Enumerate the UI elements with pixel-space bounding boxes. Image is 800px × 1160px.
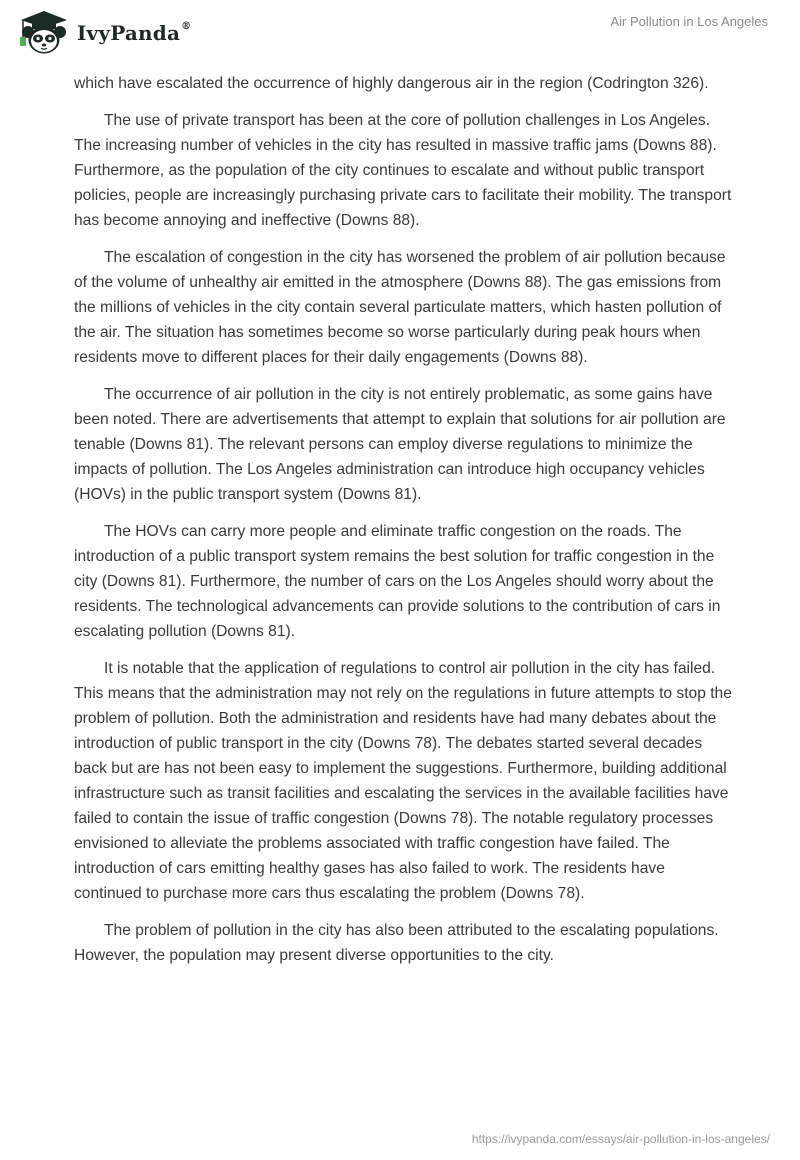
brand-name-text: IvyPanda [77,21,181,45]
brand-name [77,21,191,45]
paragraph: The HOVs can carry more people and eliminate traffic congestion on the roads. The introduction of a public transport system remains the best solution for traffic congestion in the city (Downs 81). Furthermore, the number of cars on the Los Angeles should worry about the residents. The technological advancements can provide solutions to the contribution of cars in escalating pollution (Downs 81). [74,523,721,640]
paragraph: The occurrence of air pollution in the city is not entirely problematic, as some gains have been noted. There are advertisements that attempt to explain that solutions for air pollution are tenable (Downs 81). The relevant persons can employ diverse regulations to minimize the impacts of pollution. The Los Angeles administration can introduce high occupancy vehicles (HOVs) in the public transport system (Downs 81). [74,386,726,503]
paragraph: It is notable that the application of regulations to control air pollution in the city has failed. This means that the administration may not rely on the regulations in future attempts to stop the problem of pollution. Both the administration and residents have had many debates about the introduction of public transport in the city (Downs 78). The debates started several decades back but are has not been easy to implement the suggestions. Furthermore, building additional infrastructure such as transit facilities and escalating the services in the available facilities have failed to contain the issue of traffic congestion (Downs 78). The notable regulatory processes envisioned to alleviate the problems associated with traffic congestion have failed. The introduction of cars emitting healthy gases has also failed to work. The residents have continued to purchase more cars thus escalating the problem (Downs 78). [74,660,732,902]
essay-body [74,71,734,980]
paragraph: The problem of pollution in the city has also been attributed to the escalating populations. However, the population may present diverse opportunities to the city. [74,922,719,964]
source-url[interactable]: https://ivypanda.com/essays/air-pollution-in-los-angeles/ [471,1132,770,1146]
document-title: Air Pollution in Los Angeles [610,14,768,29]
registered-mark: ® [181,21,192,33]
page-header [0,0,800,60]
panda-graduate-logo-icon [13,7,73,57]
ivypanda-logo[interactable] [13,7,191,57]
paragraph: The use of private transport has been at the core of pollution challenges in Los Angeles. The increasing number of vehicles in the city has resulted in massive traffic jams (Downs 88). Furthermore, as the population of the city continues to escalate and without public transport policies, people are increasingly purchasing private cars to facilitate their mobility. The transport has become annoying and ineffective (Downs 88). [74,112,732,229]
paragraph: The escalation of congestion in the city has worsened the problem of air pollution because of the volume of unhealthy air emitted in the atmosphere (Downs 88). The gas emissions from the millions of vehicles in the city contain several particulate matters, which hasten pollution of the air. The situation has sometimes become so worse particularly during peak hours when residents move to different places for their daily engagements (Downs 88). [74,249,726,366]
paragraph: which have escalated the occurrence of highly dangerous air in the region (Codrington 326). [74,75,709,92]
